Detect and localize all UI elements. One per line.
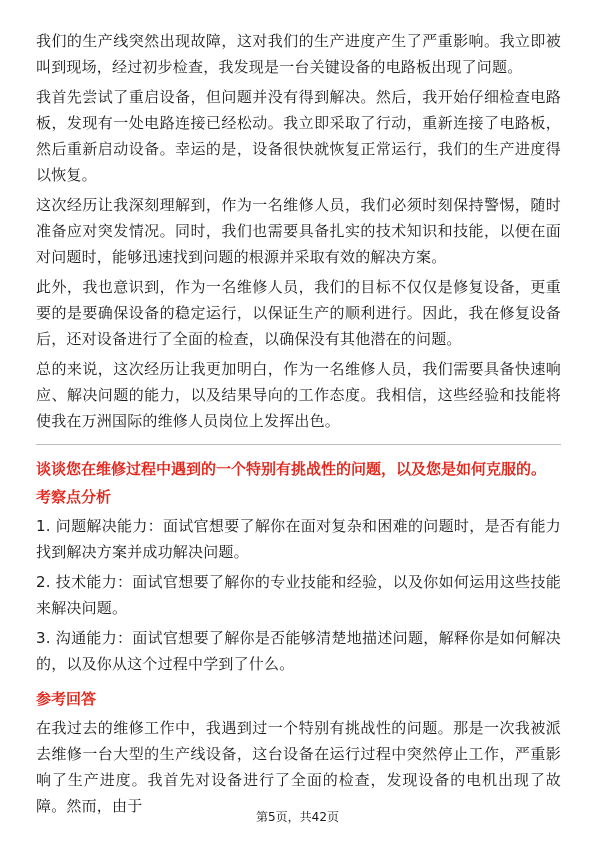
interview-question: 谈谈您在维修过程中遇到的一个特别有挑战性的问题，以及您是如何克服的。	[36, 460, 547, 478]
reference-answer: 在我过去的维修工作中，我遇到过一个特别有挑战性的问题。那是一次我被派去维修一台大型的生产线设备，这台设备在运行过程中突然停止工作，严重影响了生产进度。我首先对设备进行了全面的检查，发现设备的电机出现了故障。然而，由于	[36, 719, 561, 815]
page-number: 第5页，共42页	[256, 810, 339, 824]
body-paragraph: 这次经历让我深刻理解到，作为一名维修人员，我们必须时刻保持警惕，随时准备应对突发情况。同时，我们也需要具备扎实的技术知识和技能，以便在面对问题时，能够迅速找到问题的根源并采取有效的解决方案。	[36, 196, 561, 266]
analysis-item: 3. 沟通能力：面试官想要了解你是否能够清楚地描述问题，解释你是如何解决的，以及你从这个过程中学到了什么。	[36, 629, 561, 673]
body-paragraph: 我首先尝试了重启设备，但问题并没有得到解决。然后，我开始仔细检查电路板，发现有一处电路连接已经松动。我立即采取了行动，重新连接了电路板，然后重新启动设备。幸运的是，设备很快就恢复正常运行，我们的生产进度得以恢复。	[36, 88, 561, 184]
body-paragraph: 此外，我也意识到，作为一名维修人员，我们的目标不仅仅是修复设备，更重要的是要确保设备的稳定运行，以保证生产的顺利进行。因此，我在修复设备后，还对设备进行了全面的检查，以确保没有其他潜在的问题。	[36, 278, 561, 348]
page-content	[36, 28, 561, 823]
reference-heading: 参考回答	[36, 690, 97, 708]
analysis-item: 1. 问题解决能力：面试官想要了解你在面对复杂和困难的问题时，是否有能力找到解决方案并成功解决问题。	[36, 517, 561, 561]
body-paragraph: 总的来说，这次经历让我更加明白，作为一名维修人员，我们需要具备快速响应、解决问题的能力，以及结果导向的工作态度。我相信，这些经验和技能将使我在万洲国际的维修人员岗位上发挥出色。	[36, 360, 561, 430]
body-paragraph: 我们的生产线突然出现故障，这对我们的生产进度产生了严重影响。我立即被叫到现场，经过初步检查，我发现是一台关键设备的电路板出现了问题。	[36, 32, 561, 76]
analysis-heading: 考察点分析	[36, 488, 112, 506]
analysis-item: 2. 技术能力：面试官想要了解你的专业技能和经验，以及你如何运用这些技能来解决问题。	[36, 573, 561, 617]
section-divider	[36, 444, 561, 445]
